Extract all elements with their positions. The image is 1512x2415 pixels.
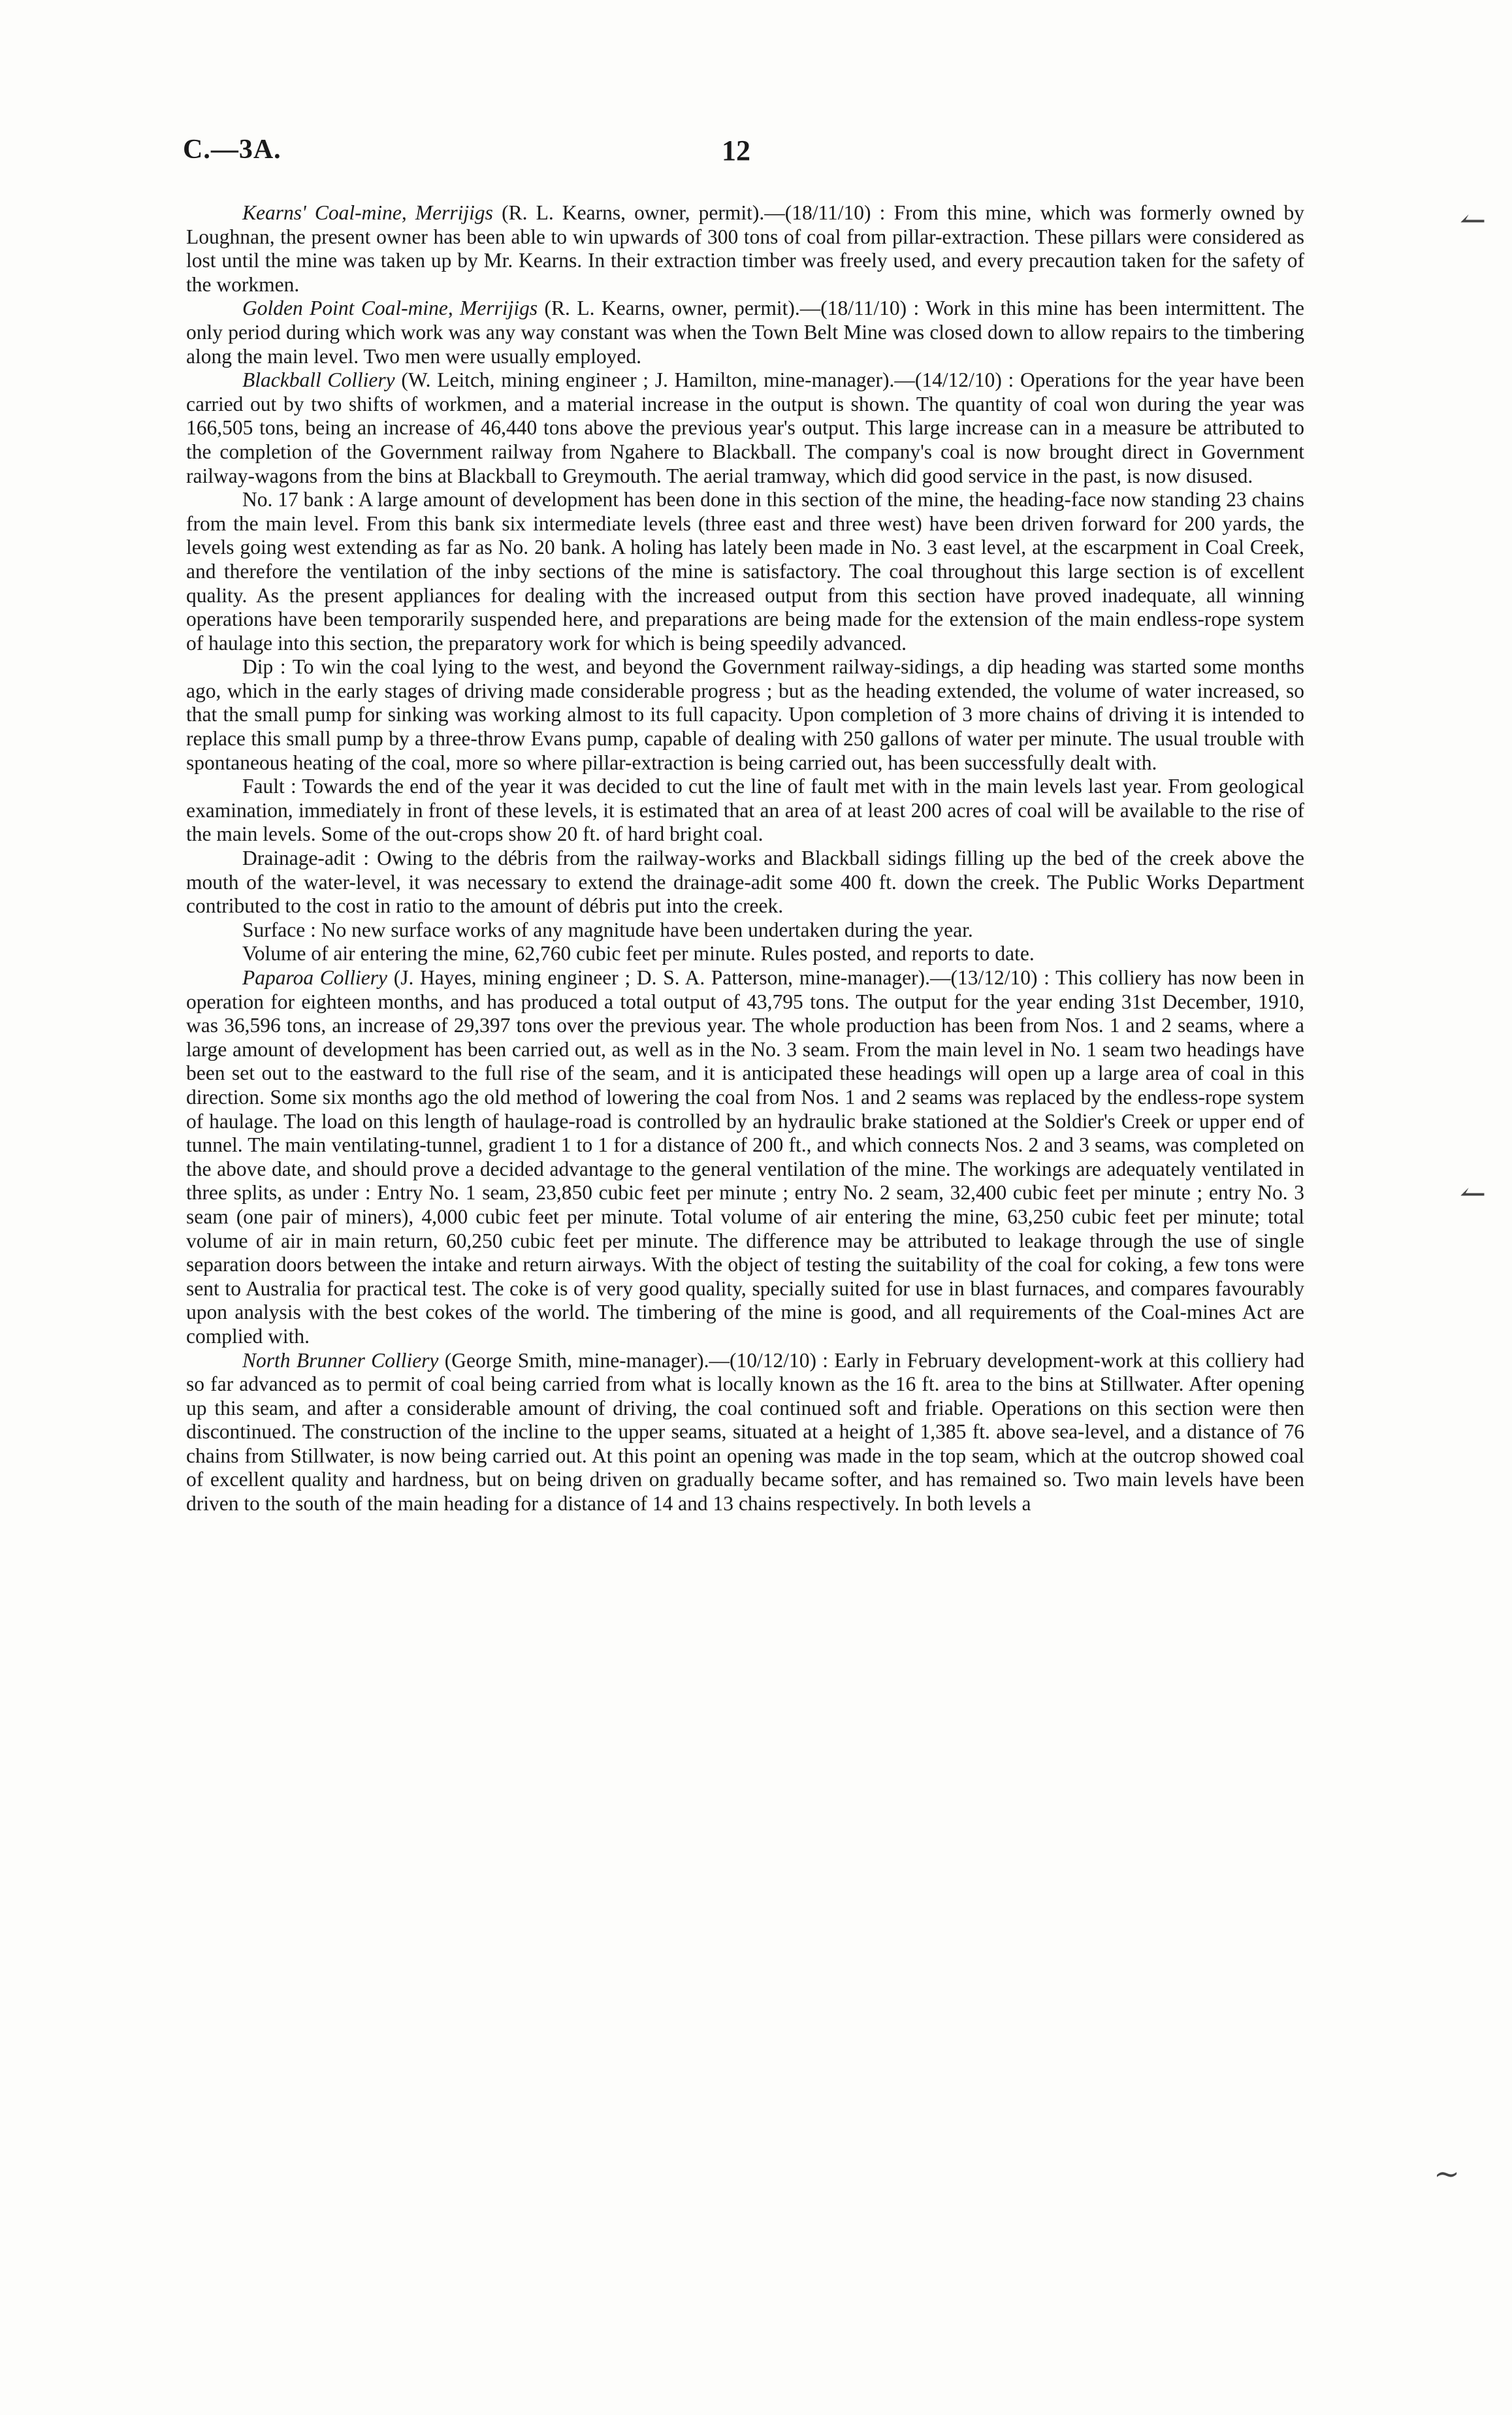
paragraph-body: Volume of air entering the mine, 62,760 cubic feet per minute. Rules posted, and reports to date. — [242, 942, 1035, 965]
margin-tick-mark: ∼ — [1434, 2157, 1460, 2192]
paragraph-paparoa-colliery — [186, 966, 1304, 1349]
paragraph-body: Fault : Towards the end of the year it was decided to cut the line of fault met with in the main levels last year. From geological examination, immediately in front of these levels, it is estimated that an area of at least 200 acres of coal will be available to the rise of the main levels. Some of the out-crops show 20 ft. of hard bright coal. — [186, 775, 1304, 846]
paragraph-kearns-coal-mine — [186, 201, 1304, 297]
paragraph-body: Drainage-adit : Owing to the débris from the railway-works and Blackball sidings filling up the bed of the creek above the mouth of the water-level, it was necessary to extend the drainage-adit some 400 ft. down the creek. The Public Works Department contributed to the cost in ratio to the amount of débris put into the creek. — [186, 847, 1304, 918]
page-number: 12 — [722, 135, 750, 167]
paragraph-fault — [186, 775, 1304, 847]
section-lead: Golden Point Coal-mine, Merrijigs — [242, 297, 538, 320]
margin-tick-mark: ↼ — [1460, 1177, 1487, 1212]
paragraph-body: (R. L. Kearns, owner, permit).—(18/11/10) : From this mine, which was formerly owned by Loughnan, the present owner has been able to win upwards of 300 tons of coal from pillar-extraction. These pillars were considered as lost until the mine was taken up by Mr. Kearns. In their extraction timber was freely used, and every precaution taken for the safety of the workmen. — [186, 201, 1304, 296]
section-lead: Blackball Colliery — [242, 368, 395, 392]
paragraph-surface — [186, 918, 1304, 943]
paragraph-body: Dip : To win the coal lying to the west, and beyond the Government railway-sidings, a dip heading was started some months ago, which in the early stages of driving made considerable progress ; but as the heading extended, the volume of water increased, so that the small pump for sinking was working almost to its full capacity. Upon completion of 3 more chains of driving it is intended to replace this small pump by a three-throw Evans pump, capable of dealing with 250 gallons of water per minute. The usual trouble with spontaneous heating of the coal, more so where pillar-extraction is being carried out, has been successfully dealt with. — [186, 655, 1304, 774]
document-reference: C.—3A. — [183, 135, 281, 165]
paragraph-golden-point-coal-mine — [186, 297, 1304, 368]
paragraph-body: Surface : No new surface works of any magnitude have been undertaken during the year. — [242, 918, 973, 941]
paragraph-drainage-adit — [186, 847, 1304, 918]
paragraph-body: (George Smith, mine-manager).—(10/12/10) : Early in February development-work at this colliery had so far advanced as to permit of coal being carried from what is locally known as the 16 ft. area to the bins at Stillwater. After opening up this seam, and after a considerable amount of driving, the coal continued soft and friable. Operations on this section were then discontinued. The construction of the incline to the upper seams, situated at a height of 1,385 ft. above sea-level, and a distance of 76 chains from Stillwater, is now being carried out. At this point an opening was made in the top seam, which at the outcrop showed coal of excellent quality and hardness, but on being driven on gradually became softer, and has remained so. Two main levels have been driven to the south of the main heading for a distance of 14 and 13 chains respectively. In both levels a — [186, 1348, 1304, 1515]
paragraph-dip — [186, 655, 1304, 775]
paragraph-north-brunner-colliery — [186, 1349, 1304, 1516]
paragraph-body: (R. L. Kearns, owner, permit).—(18/11/10) : Work in this mine has been intermittent. The only period during which work was any way constant was when the Town Belt Mine was closed down to allow repairs to the timbering along the main level. Two men were usually employed. — [186, 297, 1304, 368]
section-lead: North Brunner Colliery — [242, 1348, 439, 1372]
paragraph-body: (W. Leitch, mining engineer ; J. Hamilton, mine-manager).—(14/12/10) : Operations for the year have been carried out by two shifts of workmen, and a material increase in the output is shown. The quantity of coal won during the year was 166,505 tons, being an increase of 46,440 tons above the previous year's output. This large increase can in a measure be attributed to the completion of the Government railway from Ngahere to Blackball. The company's coal is now brought direct in Government railway-wagons from the bins at Blackball to Greymouth. The aerial tramway, which did good service in the past, is now disused. — [186, 368, 1304, 487]
margin-tick-mark: ↼ — [1460, 204, 1487, 238]
section-lead: Paparoa Colliery — [242, 966, 388, 989]
body-text — [186, 201, 1304, 1516]
page-header — [183, 134, 1306, 173]
paragraph-volume-of-air — [186, 942, 1304, 966]
section-lead: Kearns' Coal-mine, Merrijigs — [242, 201, 493, 224]
paragraph-no-17-bank — [186, 488, 1304, 655]
paragraph-body: (J. Hayes, mining engineer ; D. S. A. Patterson, mine-manager).—(13/12/10) : This colliery has now been in operation for eighteen months, and has produced a total output of 43,795 tons. The output for the year ending 31st December, 1910, was 36,596 tons, an increase of 29,397 tons over the previous year. The whole production has been from Nos. 1 and 2 seams, where a large amount of development has been carried out, as well as in the No. 3 seam. From the main level in No. 1 seam two headings have been set out to the eastward to the full rise of the seam, and it is anticipated these headings will open up a large area of coal in this direction. Some six months ago the old method of lowering the coal from Nos. 1 and 2 seams was replaced by the endless-rope system of haulage. The load on this length of haulage-road is controlled by an hydraulic brake stationed at the Soldier's Creek or upper end of tunnel. The main ventilating-tunnel, gradient 1 to 1 for a distance of 200 ft., and which connects Nos. 2 and 3 seams, was completed on the above date, and should prove a decided advantage to the general ventilation of the mine. The workings are adequately ventilated in three splits, as under : Entry No. 1 seam, 23,850 cubic feet per minute ; entry No. 2 seam, 32,400 cubic feet per minute ; entry No. 3 seam (one pair of miners), 4,000 cubic feet per minute. Total volume of air entering the mine, 63,250 cubic feet per minute; total volume of air in main return, 60,250 cubic feet per minute. The difference may be attributed to leakage through the use of single separation doors between the intake and return airways. With the object of testing the suitability of the coal for coking, a few tons were sent to Australia for practical test. The coke is of very good quality, specially suited for use in blast furnaces, and compares favourably upon analysis with the best cokes of the world. The timbering of the mine is good, and all requirements of the Coal-mines Act are complied with. — [186, 966, 1304, 1348]
paragraph-blackball-colliery — [186, 368, 1304, 488]
paragraph-body: No. 17 bank : A large amount of development has been done in this section of the mine, the heading-face now standing 23 chains from the main level. From this bank six intermediate levels (three east and three west) have been driven forward for 200 yards, the levels going west extending as far as No. 20 bank. A holing has lately been made in No. 3 east level, at the escarpment in Coal Creek, and therefore the ventilation of the inby sections of the mine is satisfactory. The coal throughout this large section is of excellent quality. As the present appliances for dealing with the increased output from this section have proved inadequate, all winning operations have been temporarily suspended here, and preparations are being made for the extension of the main endless-rope system of haulage into this section, the preparatory work for which is being speedily advanced. — [186, 488, 1304, 655]
